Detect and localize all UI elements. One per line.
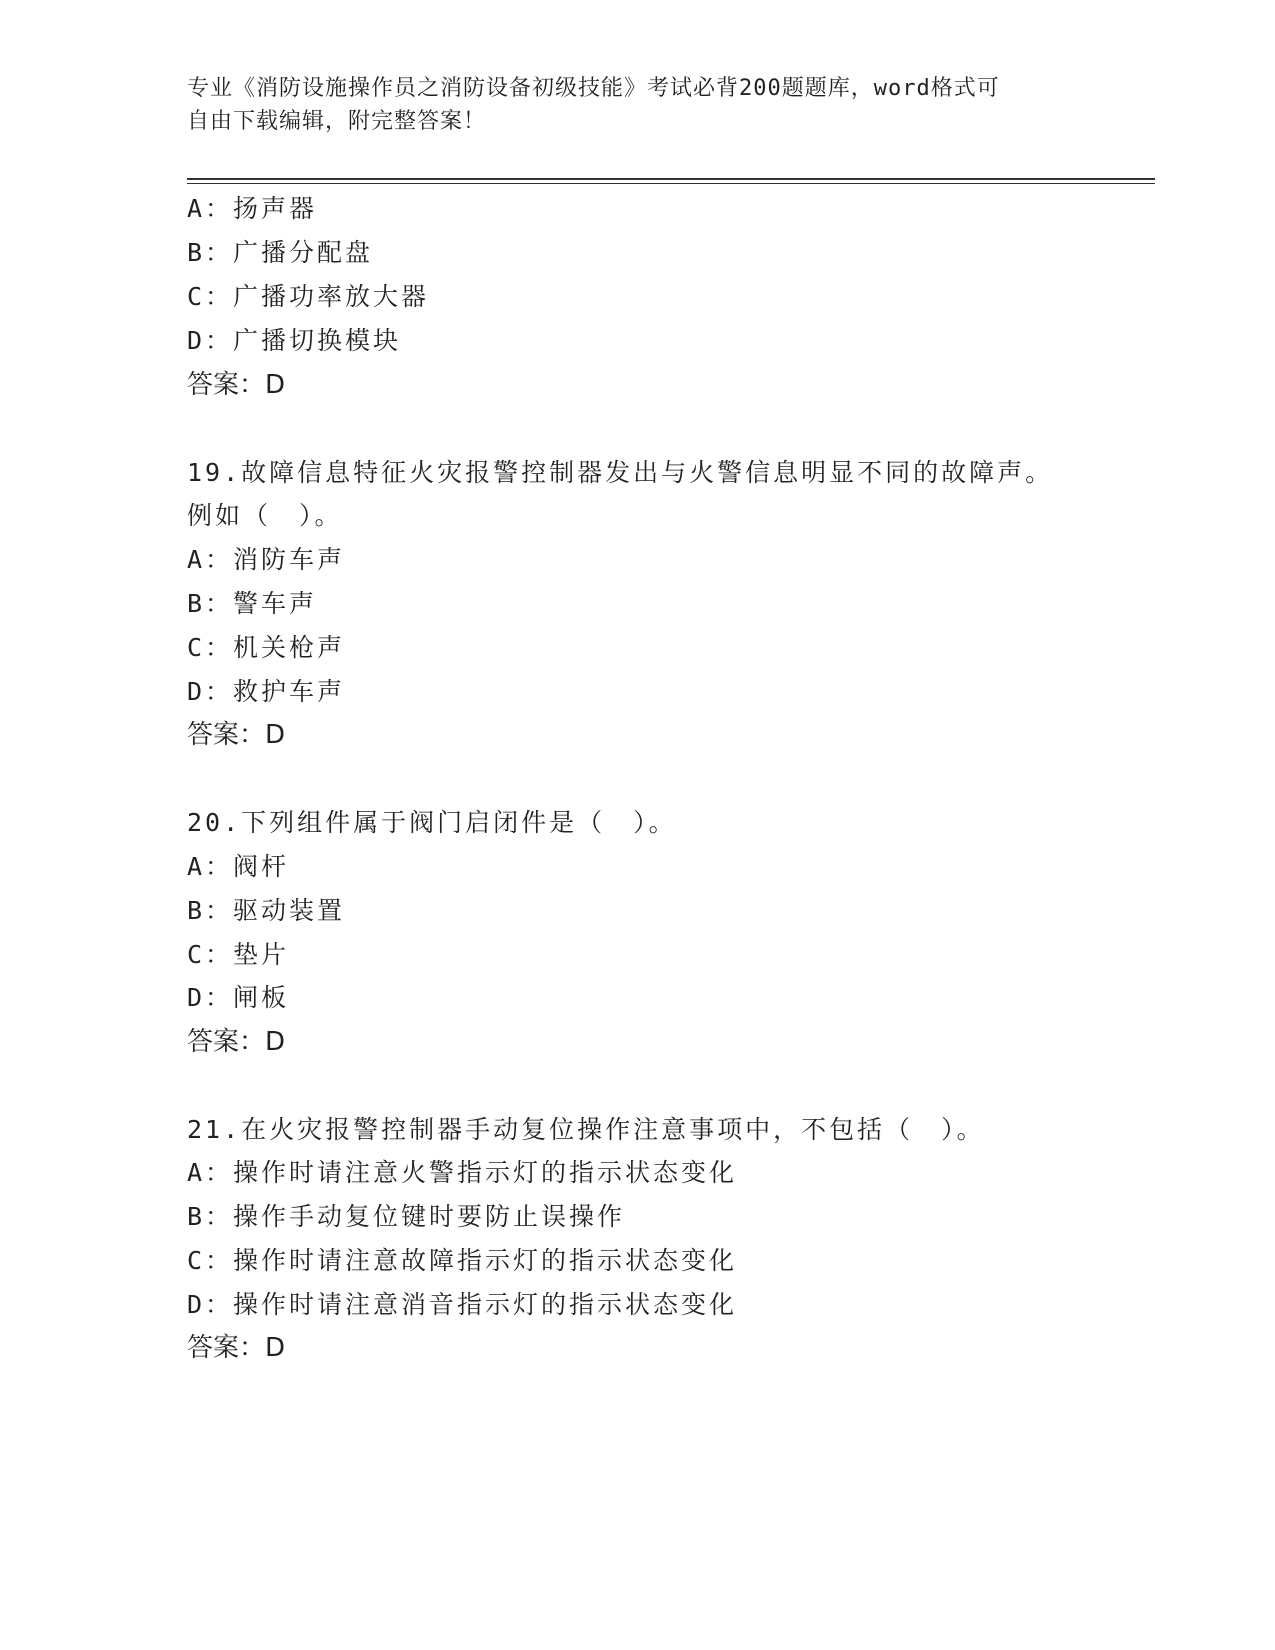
- q18-option-d: D：广播切换模块: [187, 326, 402, 355]
- q19-option-d: D：救护车声: [187, 677, 346, 706]
- q20-option-d: D：闸板: [187, 983, 290, 1012]
- q19-option-c: C：机关枪声: [187, 633, 346, 662]
- q21-option-c: C：操作时请注意故障指示灯的指示状态变化: [187, 1246, 738, 1275]
- document-header: [187, 72, 1087, 138]
- q20-option-c: C：垫片: [187, 940, 290, 969]
- q21-option-a: A：操作时请注意火警指示灯的指示状态变化: [187, 1158, 738, 1187]
- q19-answer: 答案：D: [187, 720, 286, 750]
- q20-option-b: B：驱动装置: [187, 896, 346, 925]
- q18-answer: 答案：D: [187, 370, 286, 400]
- header-rule-thin: [187, 183, 1155, 184]
- q20-stem-line-1: 20.下列组件属于阀门启闭件是（ ）。: [187, 808, 677, 837]
- q18-option-b: B：广播分配盘: [187, 238, 374, 267]
- q20-option-a: A：阀杆: [187, 852, 290, 881]
- header-line-2: 自由下载编辑，附完整答案！: [187, 109, 487, 134]
- header-rule-thick: [187, 178, 1155, 180]
- q21-stem-line-1: 21.在火灾报警控制器手动复位操作注意事项中，不包括（ ）。: [187, 1115, 985, 1144]
- q18-option-a: A：扬声器: [187, 194, 318, 223]
- q19-option-b: B：警车声: [187, 589, 318, 618]
- q19-option-a: A：消防车声: [187, 545, 346, 574]
- q20-answer: 答案：D: [187, 1027, 286, 1057]
- q19-stem-line-1: 19.故障信息特征火灾报警控制器发出与火警信息明显不同的故障声。: [187, 458, 1054, 487]
- q19-stem-line-2: 例如（ ）。: [187, 501, 343, 530]
- q21-option-b: B：操作手动复位键时要防止误操作: [187, 1202, 626, 1231]
- q21-option-d: D：操作时请注意消音指示灯的指示状态变化: [187, 1290, 738, 1319]
- q18-option-c: C：广播功率放大器: [187, 282, 430, 311]
- q21-answer: 答案：D: [187, 1333, 286, 1363]
- header-line-1: 专业《消防设施操作员之消防设备初级技能》考试必背200题题库，word格式可: [187, 76, 1000, 101]
